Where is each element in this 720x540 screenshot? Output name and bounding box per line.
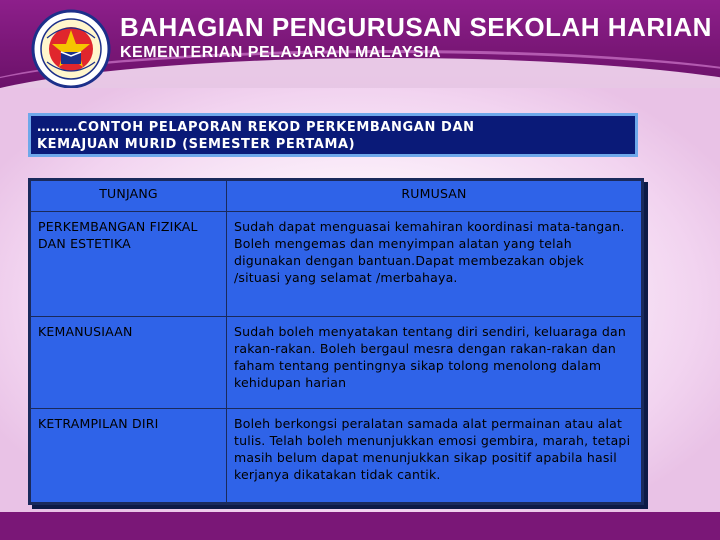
page-heading xyxy=(28,113,638,157)
table-row xyxy=(31,212,642,317)
header-subtitle: KEMENTERIAN PELAJARAN MALAYSIA xyxy=(120,44,442,61)
table-row xyxy=(31,409,642,503)
header-banner xyxy=(0,0,720,88)
rumusan-cell: Boleh berkongsi peralatan samada alat permainan atau alat tulis. Telah boleh menunjukkan emosi gembira, marah, tetapi masih belum dapat menunjukkan sikap positif apabila hasil kerjanya dikatakan tidak cantik. xyxy=(227,409,642,503)
page-heading-line2: KEMAJUAN MURID (SEMESTER PERTAMA) xyxy=(37,137,356,152)
tunjang-cell: KETRAMPILAN DIRI xyxy=(31,409,227,503)
column-header-tunjang: TUNJANG xyxy=(31,181,227,212)
column-header-rumusan: RUMUSAN xyxy=(227,181,642,212)
tunjang-cell: PERKEMBANGAN FIZIKAL DAN ESTETIKA xyxy=(31,212,227,317)
tunjang-cell: KEMANUSIAAN xyxy=(31,317,227,409)
header-title: BAHAGIAN PENGURUSAN SEKOLAH HARIAN xyxy=(120,12,712,42)
rumusan-cell: Sudah boleh menyatakan tentang diri sendiri, keluaraga dan rakan-rakan. Boleh bergaul mesra dengan rakan-rakan dan faham tentang pentingnya sikap tolong menolong dalam kehidupan harian xyxy=(227,317,642,409)
footer-bar xyxy=(0,512,720,540)
rumusan-cell: Sudah dapat menguasai kemahiran koordinasi mata-tangan. Boleh mengemas dan menyimpan alatan yang telah digunakan dengan bantuan.Dapat membezakan objek /situasi yang selamat /merbahaya. xyxy=(227,212,642,317)
page-heading-line1: ………CONTOH PELAPORAN REKOD PERKEMBANGAN DAN xyxy=(37,120,475,135)
table-header-row xyxy=(31,181,642,212)
table-row xyxy=(31,317,642,409)
report-table xyxy=(28,178,644,505)
ministry-crest-icon xyxy=(30,8,112,88)
